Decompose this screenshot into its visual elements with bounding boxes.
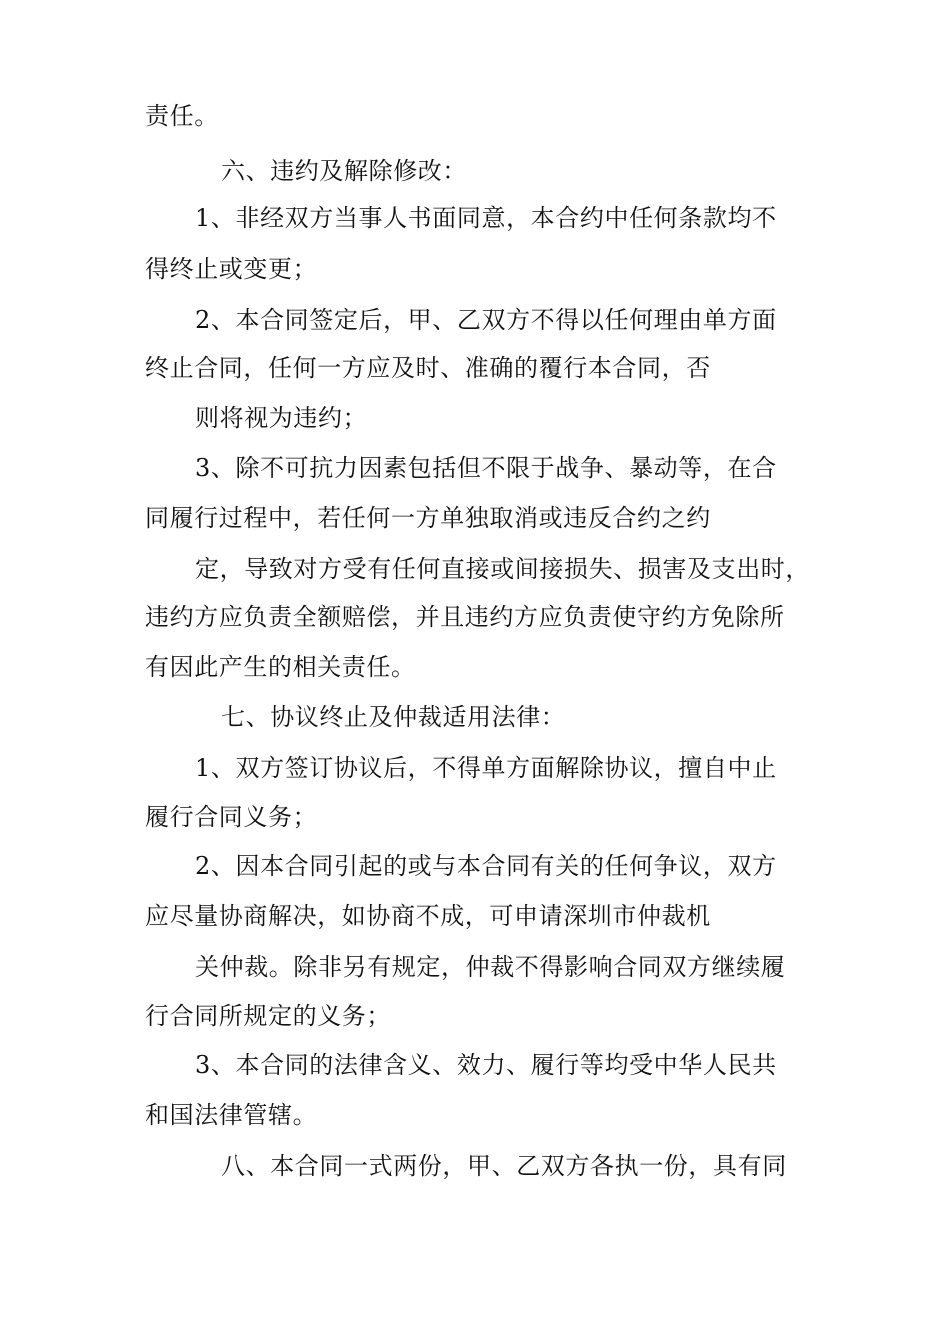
text-line: 责任。 [145, 102, 219, 130]
section-heading-eight: 八、本合同一式两份，甲、乙双方各执一份，具有同 [221, 1152, 787, 1180]
section-heading-seven: 七、协议终止及仲裁适用法律： [221, 703, 566, 731]
text-line: 得终止或变更； [145, 255, 318, 283]
text-line: 终止合同，任何一方应及时、准确的覆行本合同，否 [145, 354, 711, 382]
text-line: 违约方应负责全额赔偿，并且违约方应负责使守约方免除所 [145, 603, 785, 631]
text-line: 2、因本合同引起的或与本合同有关的任何争议，双方 [195, 852, 777, 880]
text-line: 3、除不可抗力因素包括但不限于战争、暴动等，在合 [195, 454, 777, 482]
text-line: 1、非经双方当事人书面同意，本合约中任何条款均不 [195, 204, 777, 232]
text-line: 应尽量协商解决，如协商不成，可申请深圳市仲裁机 [145, 902, 711, 930]
text-line: 2、本合同签定后，甲、乙双方不得以任何理由单方面 [195, 306, 777, 334]
text-line: 和国法律管辖。 [145, 1101, 318, 1129]
text-line: 关仲裁。除非另有规定，仲裁不得影响合同双方继续履 [195, 953, 786, 981]
text-line: 履行合同义务； [145, 803, 318, 831]
text-line: 定，导致对方受有任何直接或间接损失、损害及支出时， [195, 555, 810, 583]
text-line: 行合同所规定的义务； [145, 1002, 391, 1030]
section-heading-six: 六、违约及解除修改： [221, 157, 467, 185]
text-line: 3、本合同的法律含义、效力、履行等均受中华人民共 [195, 1051, 777, 1079]
text-line: 有因此产生的相关责任。 [145, 653, 416, 681]
text-line: 同履行过程中，若任何一方单独取消或违反合约之约 [145, 504, 711, 532]
text-line: 1、双方签订协议后，不得单方面解除协议，擅自中止 [195, 754, 777, 782]
text-line: 则将视为违约； [195, 404, 368, 432]
